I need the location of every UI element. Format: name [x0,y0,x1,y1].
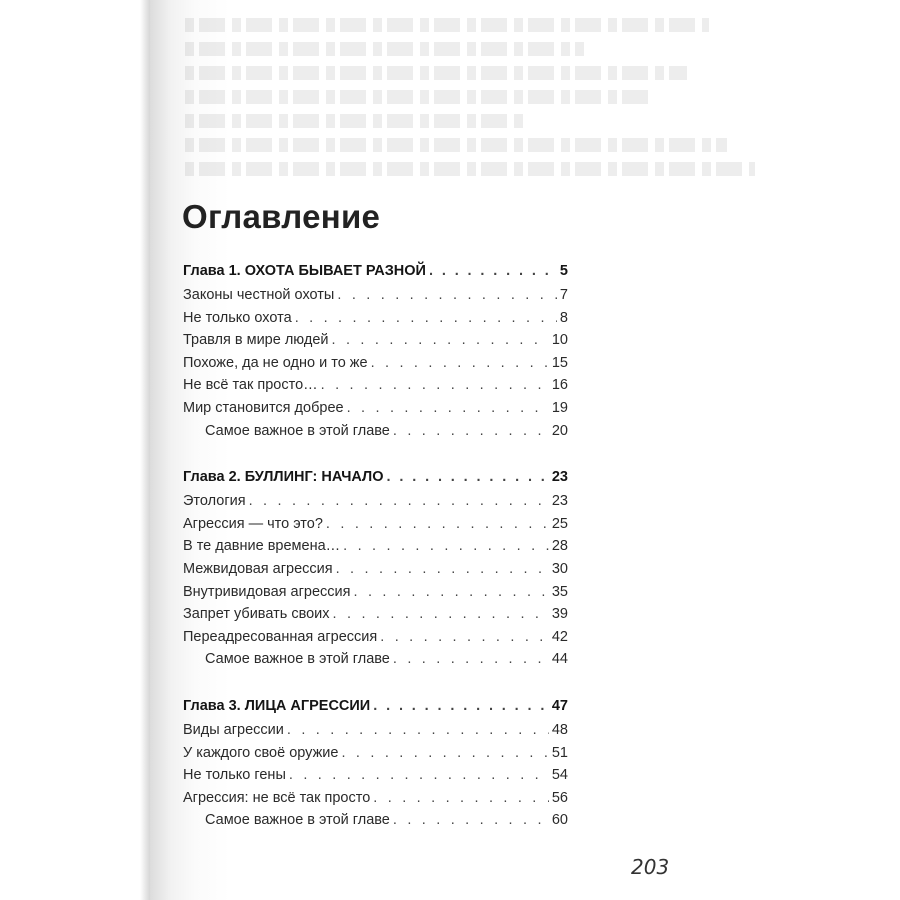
page-ref: 48 [551,721,568,738]
leader-dots [393,812,549,828]
entry-title: Виды агрессии [183,721,284,738]
toc-entry[interactable] [183,516,568,539]
toc-entry[interactable] [183,400,568,423]
chapter-label: Глава 3. [183,697,241,714]
leader-dots [331,332,548,348]
toc-entry[interactable] [183,629,568,652]
toc-entry[interactable] [183,606,568,629]
page-ref: 35 [551,583,568,600]
page-ref: 47 [551,697,568,714]
page-ref: 28 [551,538,568,555]
entry-title: Законы честной охоты [183,287,335,303]
leader-dots [336,561,549,577]
toc-entry[interactable] [183,767,568,790]
page-ref: 8 [559,309,568,326]
page-ref: 23 [551,469,568,486]
entry-title: Агрессия — что это? [183,515,323,532]
page-ref: 39 [551,606,568,623]
toc-entry[interactable] [183,745,568,768]
leader-dots [373,698,549,714]
entry-title: У каждого своё оружие [183,744,339,761]
page-ref: 5 [559,263,568,279]
chapter-1 [183,263,568,445]
handwritten-page-number: 203 [631,855,670,879]
bleed-through-text [185,8,755,208]
leader-dots [295,310,557,326]
toc-summary-entry[interactable] [183,651,568,674]
leader-dots [429,263,557,279]
entry-title: Не только гены [183,767,286,784]
toc-entry[interactable] [183,722,568,745]
toc-entry[interactable] [183,355,568,378]
page-ref: 51 [551,744,568,761]
entry-title: В те давние времена… [183,538,341,555]
toc-entry[interactable] [183,493,568,516]
page-ref: 60 [551,812,568,829]
page-ref: 7 [559,287,568,303]
toc-entry[interactable] [183,377,568,400]
page-ref: 20 [551,422,568,439]
toc-entry[interactable] [183,310,568,333]
toc-entry[interactable] [183,332,568,355]
leader-dots [326,516,549,532]
page-ref: 25 [551,515,568,532]
leader-dots [341,745,548,761]
page-ref: 44 [551,651,568,668]
table-of-contents [183,263,568,859]
page-ref: 10 [551,332,568,349]
entry-title: Травля в мире людей [183,332,329,349]
entry-title: Самое важное в этой главе [205,422,390,439]
entry-title: Межвидовая агрессия [183,560,333,577]
leader-dots [289,767,549,783]
page-ref: 30 [551,560,568,577]
entry-title: Этология [183,493,246,510]
leader-dots [371,355,549,371]
chapter-label: Глава 2. [183,469,241,486]
chapter-title: ЛИЦА АГРЕССИИ [244,697,371,714]
leader-dots [373,790,549,806]
entry-title: Самое важное в этой главе [205,651,390,668]
toc-entry[interactable] [183,538,568,561]
leader-dots [249,493,549,509]
toc-entry[interactable] [183,584,568,607]
leader-dots [380,629,549,645]
entry-title: Запрет убивать своих [183,606,330,623]
entry-title: Похоже, да не одно и то же [183,354,368,371]
entry-title: Мир становится добрее [183,399,344,416]
chapter-heading[interactable] [183,698,568,722]
leader-dots [337,287,557,303]
chapter-title: ОХОТА БЫВАЕТ РАЗНОЙ [244,263,426,279]
page-ref: 19 [551,399,568,416]
toc-entry[interactable] [183,790,568,813]
page-ref: 42 [551,628,568,645]
leader-dots [393,423,549,439]
toc-summary-entry[interactable] [183,812,568,835]
leader-dots [347,400,549,416]
toc-entry[interactable] [183,287,568,310]
toc-entry[interactable] [183,561,568,584]
leader-dots [287,722,549,738]
leader-dots [393,651,549,667]
chapter-heading[interactable] [183,263,568,287]
leader-dots [387,469,549,485]
entry-title: Самое важное в этой главе [205,812,390,829]
chapter-2 [183,469,568,674]
toc-summary-entry[interactable] [183,423,568,446]
page-ref: 15 [551,354,568,371]
chapter-title: БУЛЛИНГ: НАЧАЛО [244,469,384,486]
chapter-3 [183,698,568,835]
entry-title: Переадресованная агрессия [183,628,378,645]
page-ref: 16 [551,377,568,394]
page-ref: 54 [551,767,568,784]
leader-dots [321,377,549,393]
entry-title: Не только охота [183,309,292,326]
page-ref: 56 [551,789,568,806]
chapter-heading[interactable] [183,469,568,493]
entry-title: Внутривидовая агрессия [183,583,351,600]
entry-title: Агрессия: не всё так просто [183,789,371,806]
leader-dots [343,538,549,554]
page-ref: 23 [551,493,568,510]
book-spine-shadow [0,0,175,900]
toc-title: Оглавление [182,198,381,235]
leader-dots [353,584,548,600]
entry-title: Не всё так просто… [183,377,318,394]
leader-dots [333,606,549,622]
chapter-label: Глава 1. [183,263,241,279]
